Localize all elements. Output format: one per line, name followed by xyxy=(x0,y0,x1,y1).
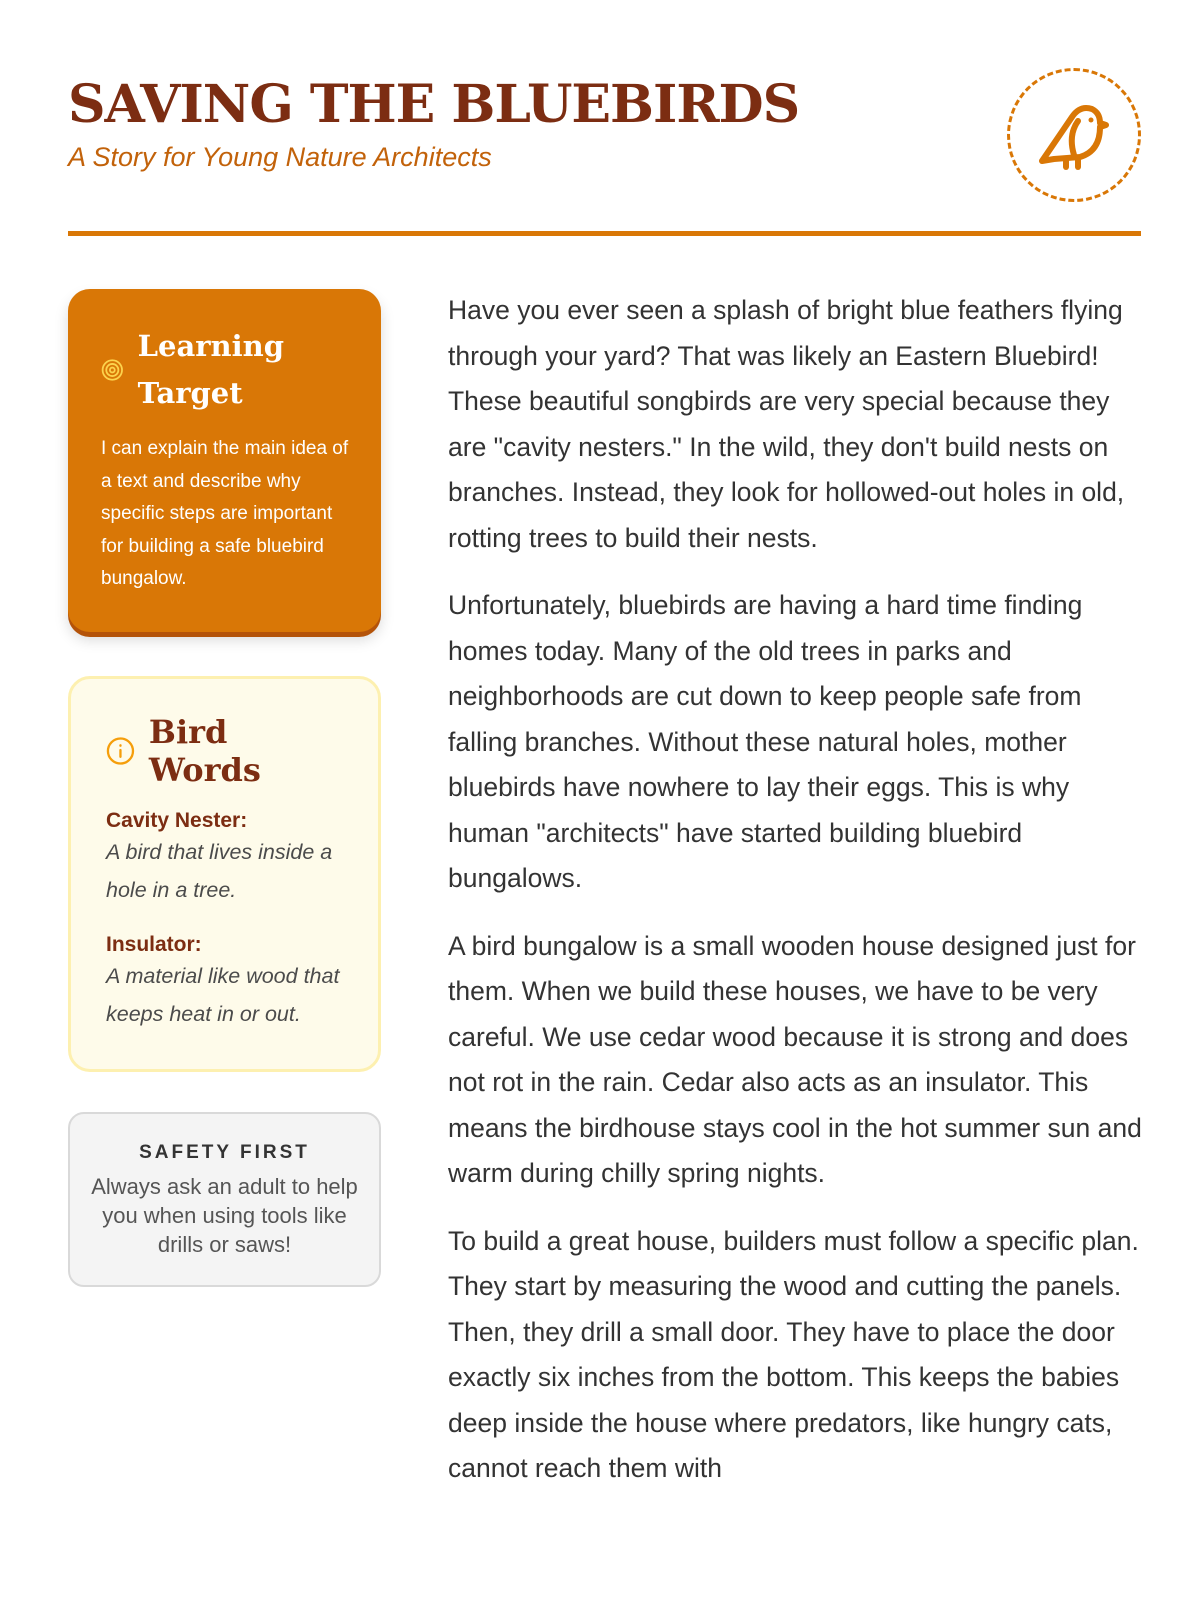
learning-target-title: Learning Target xyxy=(137,329,285,410)
safety-title: SAFETY FIRST xyxy=(139,1141,310,1163)
info-icon xyxy=(106,736,135,766)
page-title: SAVING THE BLUEBIRDS xyxy=(68,74,800,135)
page-subtitle: A Story for Young Nature Architects xyxy=(68,142,492,172)
bird-words-card xyxy=(68,676,381,1072)
bird-icon xyxy=(1034,95,1114,175)
story-body xyxy=(448,288,1144,1492)
definition: A material like wood that keeps heat in or out. xyxy=(106,963,340,1026)
bird-logo xyxy=(1007,68,1141,202)
safety-text: Always ask an adult to help you when using tools like drills or saws! xyxy=(91,1173,358,1257)
bird-words-title: Bird Words xyxy=(148,712,261,789)
header xyxy=(68,72,1141,236)
definition: A bird that lives inside a hole in a tree. xyxy=(106,839,333,902)
target-icon xyxy=(101,356,124,384)
term: Insulator: xyxy=(106,932,202,956)
learning-target-text: I can explain the main idea of a text and describe why specific steps are important for building a safe bluebird bungalow. xyxy=(101,438,349,589)
sidebar xyxy=(68,289,381,1287)
paragraph: To build a great house, builders must follow a specific plan. They start by measuring the wood and cutting the panels. Then, they drill a small door. They have to place the door exactly six inches from the bottom. This keeps the babies deep inside the house where predators, like hungry cats, cannot reach them with xyxy=(448,1225,1139,1483)
term: Cavity Nester: xyxy=(106,808,248,832)
learning-target-card xyxy=(68,289,381,632)
paragraph: A bird bungalow is a small wooden house designed just for them. When we build these houses, we have to be very careful. We use cedar wood because it is strong and does not rot in the rain. Cedar also acts as an insulator. This means the birdhouse stays cool in the hot summer sun and warm during chilly spring nights. xyxy=(448,930,1142,1188)
safety-first-card xyxy=(68,1112,381,1287)
paragraph: Have you ever seen a splash of bright blue feathers flying through your yard? That was likely an Eastern Bluebird! These beautiful songbirds are very special because they are "cavity nesters." In the wild, they don't build nests on branches. Instead, they look for hollowed-out holes in old, rotting trees to build their nests. xyxy=(448,295,1125,553)
paragraph: Unfortunately, bluebirds are having a hard time finding homes today. Many of the old trees in parks and neighborhoods are cut down to keep people safe from falling branches. Without these natural holes, mother bluebirds have nowhere to lay their eggs. This is why human "architects" have started building bluebird bungalows. xyxy=(448,590,1083,893)
